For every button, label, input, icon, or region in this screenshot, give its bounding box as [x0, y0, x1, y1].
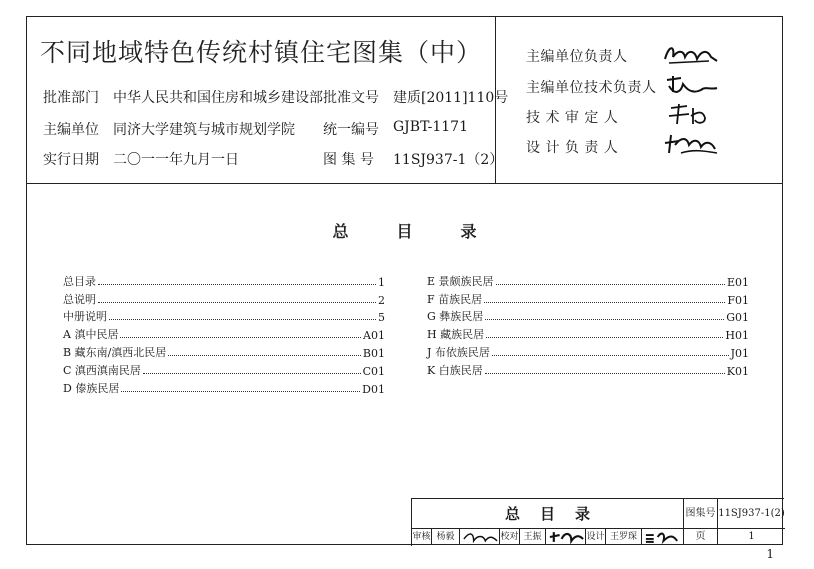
- sheet-name-char: 目: [539, 505, 555, 523]
- toc-column-right: [427, 271, 749, 378]
- toc-entry-label: K 白族民居: [427, 363, 483, 377]
- leader-dots: [98, 302, 376, 303]
- signature-image: [661, 131, 721, 157]
- leader-dots: [143, 373, 361, 374]
- toc-column-left: [63, 271, 385, 396]
- meta-label: 批准文号: [323, 90, 379, 106]
- toc-entry[interactable]: [63, 324, 385, 342]
- toc-entry[interactable]: [427, 324, 749, 342]
- toc-entry-label: H 藏族民居: [427, 328, 485, 342]
- toc-entry-label: E 景颇族民居: [427, 274, 494, 288]
- toc-heading-char: 总: [332, 222, 349, 241]
- toc-entry-label: 总说明: [63, 292, 96, 306]
- leader-dots: [485, 373, 725, 374]
- meta-label: 实行日期: [43, 152, 99, 168]
- signature-image: [460, 529, 500, 545]
- toc-entry[interactable]: [427, 360, 749, 378]
- toc-entry-page: D01: [362, 382, 385, 396]
- checker-name: 王振: [520, 529, 546, 545]
- meta-label: 图 集 号: [323, 152, 374, 168]
- toc-entry[interactable]: [63, 271, 385, 289]
- toc-entry-page: H01: [725, 329, 749, 343]
- responsible-role: 主编单位负责人: [526, 49, 628, 65]
- atlas-number-value: 11SJ937-1(2): [718, 499, 785, 529]
- meta-label: 主编单位: [43, 122, 99, 138]
- responsibility-list: [496, 17, 782, 183]
- leader-dots: [120, 337, 361, 338]
- toc-entry-page: K01: [726, 364, 749, 378]
- toc-entry[interactable]: [427, 271, 749, 289]
- drawing-frame: [26, 16, 783, 545]
- sheet-name: [412, 499, 684, 529]
- toc-entry-label: G 彝族民居: [427, 310, 484, 324]
- toc-entry[interactable]: [63, 342, 385, 360]
- responsible-role: 设 计 负 责 人: [526, 140, 619, 156]
- meta-label: 批准部门: [43, 90, 99, 106]
- leader-dots: [484, 302, 725, 303]
- reviewer-name: 杨毅: [432, 529, 460, 545]
- meta-value: GJBT-1171: [393, 119, 468, 135]
- sheet-page-number: 1: [766, 547, 774, 561]
- toc-entry-page: E01: [726, 275, 749, 289]
- leader-dots: [492, 355, 729, 356]
- meta-label: 统一编号: [323, 122, 379, 138]
- toc-entry[interactable]: [63, 289, 385, 307]
- leader-dots: [168, 355, 361, 356]
- signature-image: [546, 529, 586, 545]
- sheet-name-char: 总: [504, 505, 520, 523]
- meta-value: 同济大学建筑与城市规划学院: [113, 122, 295, 138]
- toc-heading: [27, 219, 782, 242]
- toc-entry[interactable]: [63, 307, 385, 325]
- toc-entry-page: B01: [362, 346, 385, 360]
- toc-entry-page: 5: [378, 311, 385, 325]
- meta-value: 11SJ937-1（2）: [393, 152, 504, 168]
- atlas-number-label: 图集号: [684, 499, 718, 529]
- toc-entry-label: C 滇西滇南民居: [63, 363, 141, 377]
- leader-dots: [109, 319, 376, 320]
- toc-entry-label: F 苗族民居: [427, 292, 483, 306]
- toc-entry-label: J 布依族民居: [427, 345, 490, 359]
- signature-image: [661, 72, 721, 98]
- toc-entry-label: B 藏东南/滇西北民居: [63, 345, 167, 359]
- check-label: 校对: [500, 529, 520, 545]
- toc-heading-char: 录: [460, 222, 477, 241]
- toc-entry-page: A01: [363, 329, 385, 343]
- toc-entry[interactable]: [427, 289, 749, 307]
- toc-entry-label: 总目录: [63, 274, 96, 288]
- toc-entry[interactable]: [63, 360, 385, 378]
- responsible-role: 主编单位技术负责人: [526, 80, 657, 96]
- page-label: 页: [684, 529, 718, 545]
- toc-entry[interactable]: [63, 378, 385, 396]
- leader-dots: [485, 319, 724, 320]
- sheet-name-char: 录: [575, 505, 591, 523]
- toc-entry-page: F01: [727, 293, 749, 307]
- toc-entry-page: 1: [378, 275, 385, 289]
- toc-entry-page: G01: [726, 311, 749, 325]
- toc-entry-page: C01: [362, 364, 385, 378]
- page-value: 1: [748, 531, 755, 542]
- designer-name: 王罗琛: [606, 529, 642, 545]
- leader-dots: [98, 284, 376, 285]
- meta-value: 建质[2011]110号: [393, 90, 509, 106]
- signature-image: [642, 529, 684, 545]
- toc-entry-page: 2: [378, 293, 385, 307]
- leader-dots: [486, 337, 723, 338]
- toc-entry-label: D 傣族民居: [63, 381, 120, 395]
- toc-heading-char: 目: [396, 222, 413, 241]
- toc-entry-label: A 滇中民居: [63, 328, 119, 342]
- leader-dots: [121, 391, 360, 392]
- review-label: 审核: [412, 529, 432, 545]
- meta-value: 中华人民共和国住房和城乡建设部: [113, 90, 323, 106]
- header-block: [27, 17, 782, 184]
- atlas-title: 不同地域特色传统村镇住宅图集（中）: [39, 38, 482, 67]
- header-info: [27, 17, 509, 183]
- responsible-role: 技 术 审 定 人: [526, 110, 619, 126]
- toc-entry[interactable]: [427, 342, 749, 360]
- toc-entry-page: J01: [730, 346, 749, 360]
- meta-value: 二〇一一年九月一日: [113, 152, 239, 168]
- title-block: [411, 498, 784, 546]
- toc-entry-label: 中册说明: [63, 310, 107, 324]
- signature-image: [661, 41, 721, 67]
- toc-entry[interactable]: [427, 307, 749, 325]
- design-label: 设计: [586, 529, 606, 545]
- leader-dots: [496, 284, 725, 285]
- signature-image: [661, 102, 721, 128]
